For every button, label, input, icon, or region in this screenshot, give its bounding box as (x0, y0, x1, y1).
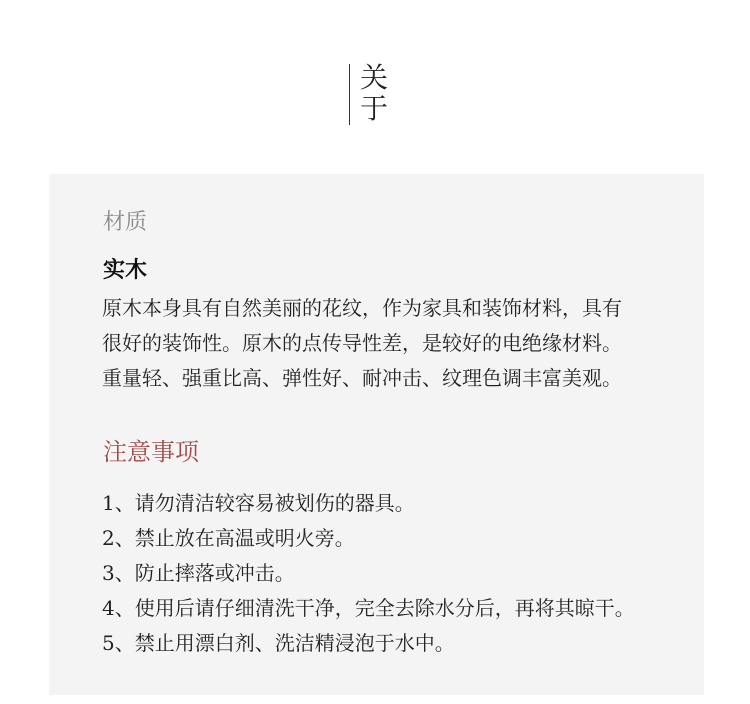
header-title (360, 62, 392, 124)
material-description-line: 原木本身具有自然美丽的花纹，作为家具和装饰材料，具有 (102, 296, 622, 320)
notes-title: 注意事项 (103, 438, 199, 466)
info-panel (49, 174, 704, 695)
notes-list (102, 486, 635, 661)
notes-list-item: 1、请勿清洁较容易被划伤的器具。 (102, 491, 415, 515)
header-divider-line (349, 64, 350, 125)
material-description (102, 291, 682, 396)
notes-list-item: 4、使用后请仔细清洗干净，完全去除水分后，再将其晾干。 (102, 596, 635, 620)
notes-list-item: 3、防止摔落或冲击。 (102, 561, 295, 585)
material-value: 实木 (103, 257, 148, 283)
material-label: 材质 (103, 210, 148, 235)
material-description-line: 很好的装饰性。原木的点传导性差，是较好的电绝缘材料。 (102, 331, 622, 355)
section-header (349, 62, 409, 125)
notes-list-item: 2、禁止放在高温或明火旁。 (102, 526, 355, 550)
material-description-line: 重量轻、强重比高、弹性好、耐冲击、纹理色调丰富美观。 (102, 366, 622, 390)
header-title-char-1: 关 (360, 61, 389, 94)
header-title-char-2: 于 (360, 92, 389, 125)
notes-list-item: 5、禁止用漂白剂、洗洁精浸泡于水中。 (102, 631, 455, 655)
